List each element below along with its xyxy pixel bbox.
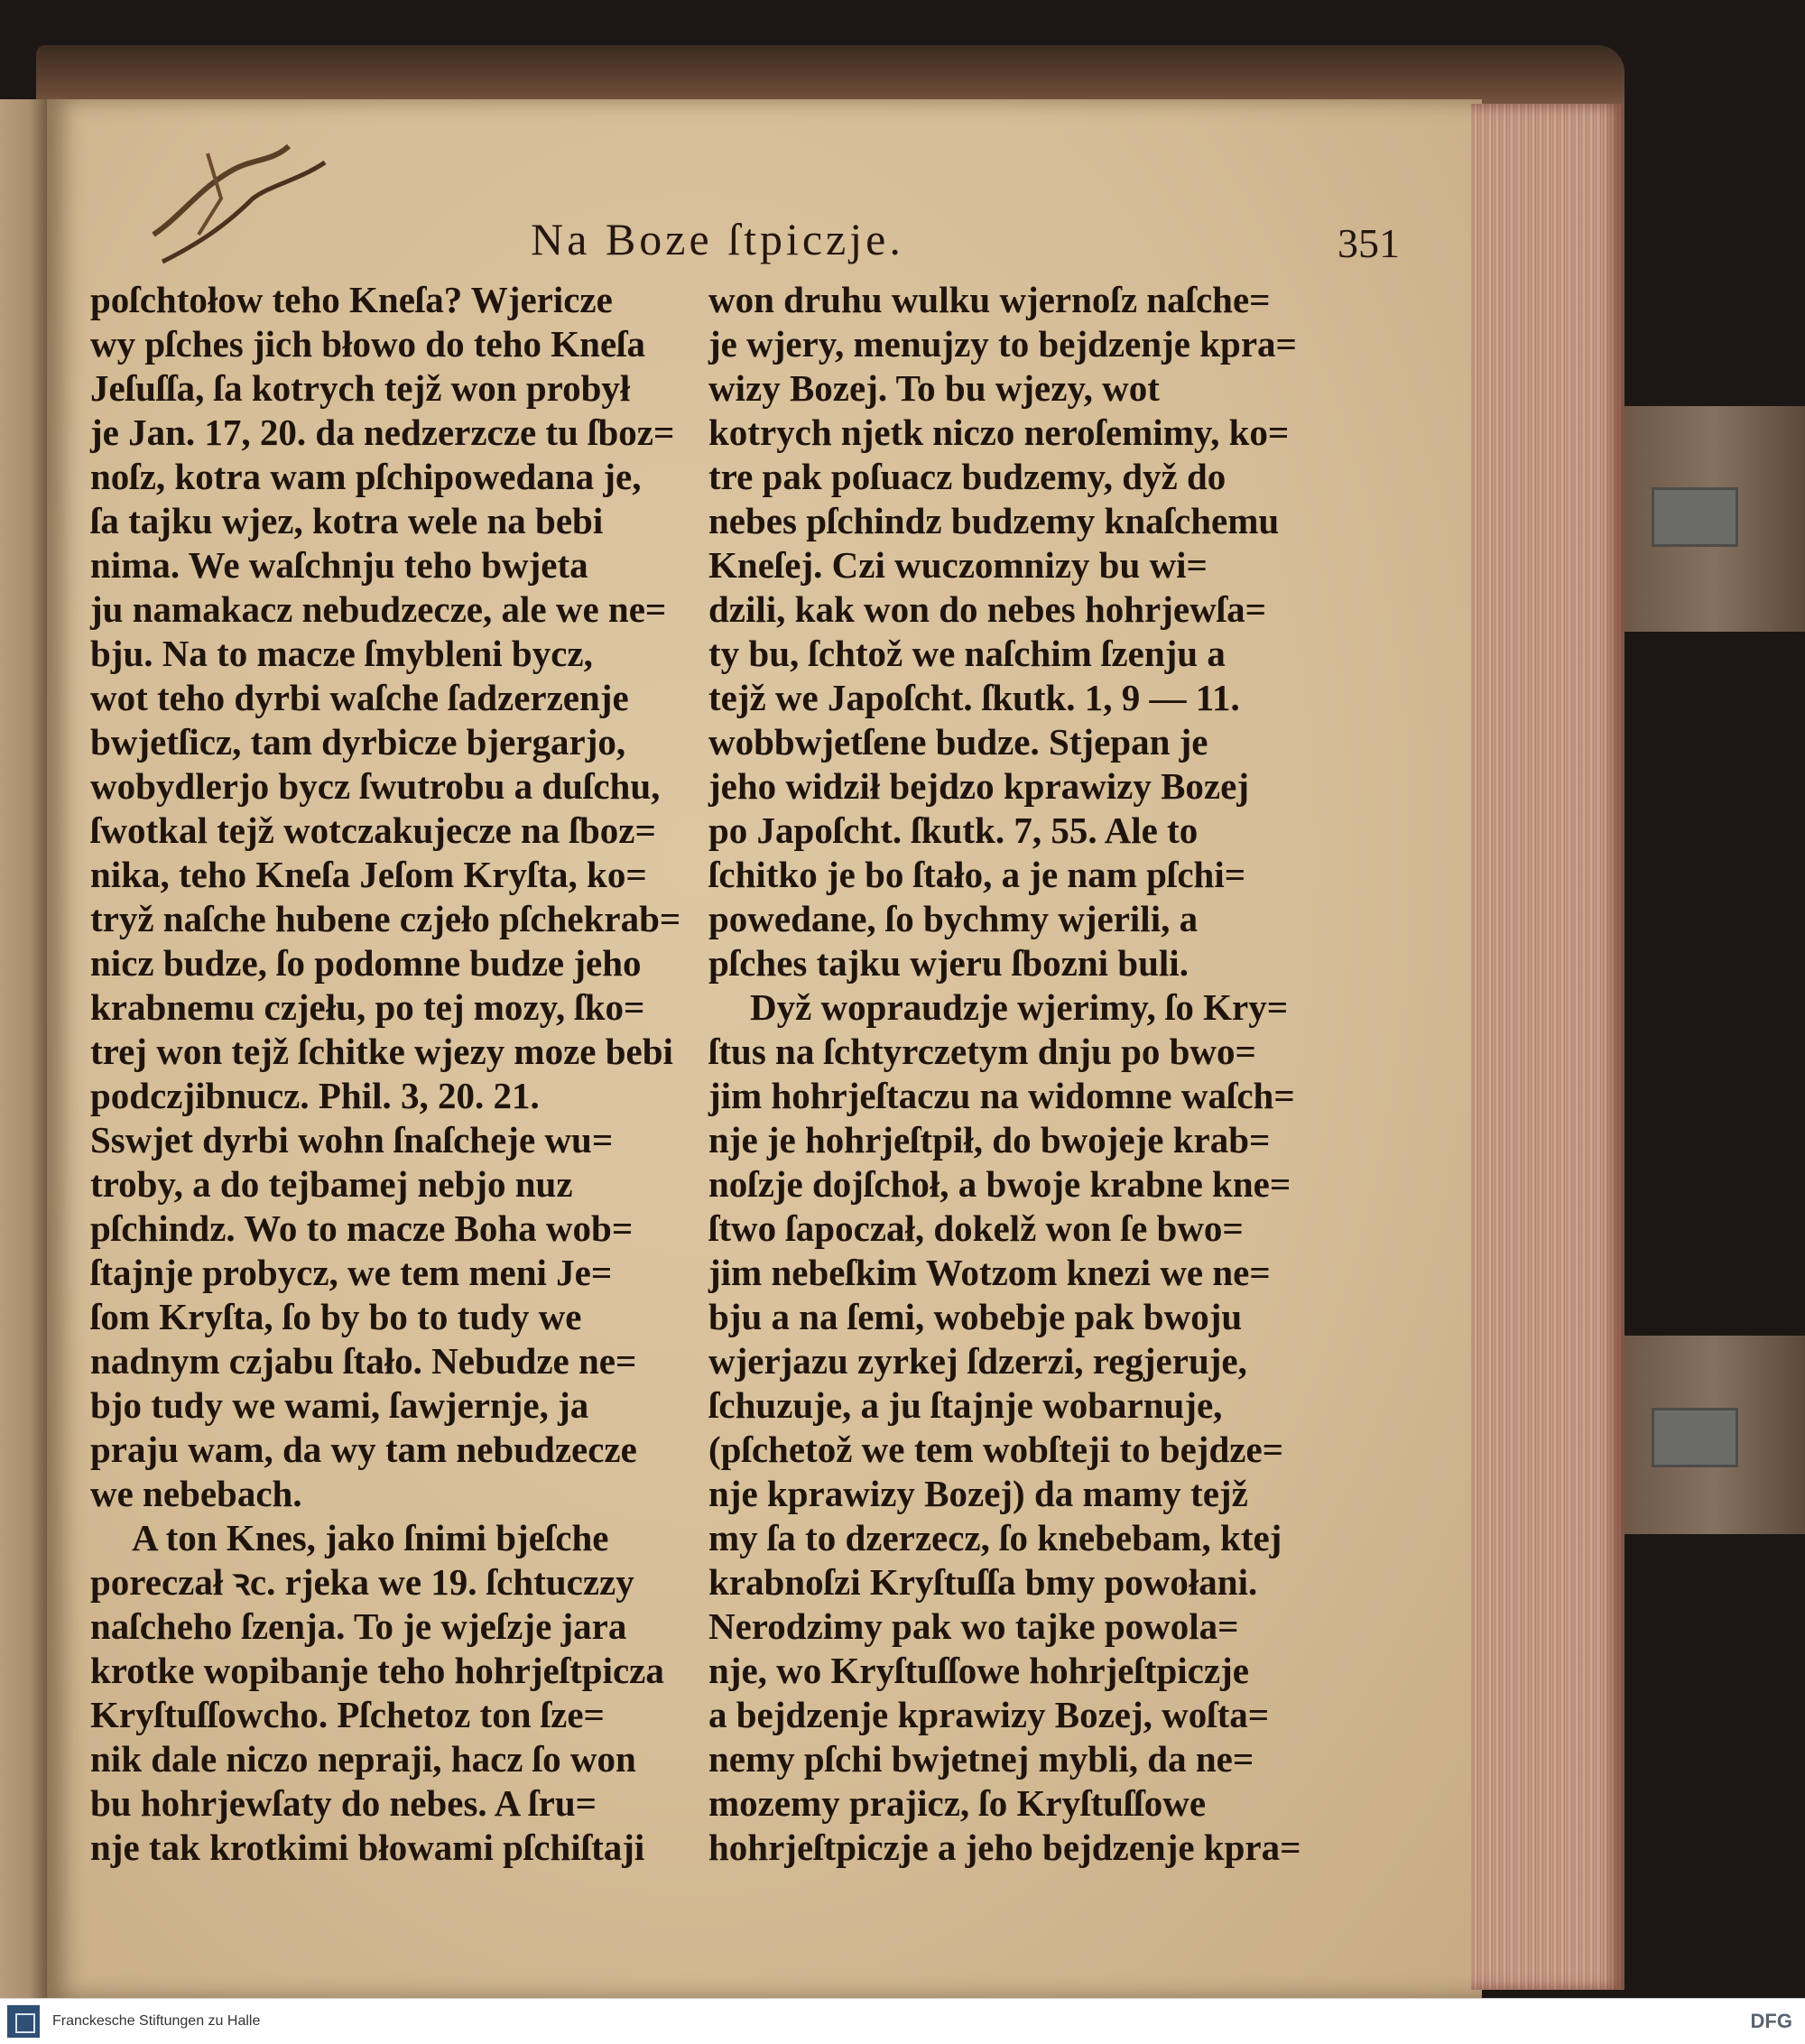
text-line: ſwotkal tejž wotczakujecze na ſboz= (90, 809, 656, 851)
text-line: krabnemu czjełu, po tej mozy, ſko= (90, 986, 645, 1028)
institution-name: Franckesche Stiftungen zu Halle (52, 2013, 261, 2029)
text-line: jim hohrjeſtaczu na widomne waſch= (708, 1075, 1295, 1116)
text-line: je Jan. 17, 20. da nedzerzcze tu ſboz= (90, 412, 675, 453)
text-line: mozemy prajicz, ſo Kryſtuſſowe (708, 1782, 1207, 1824)
text-line: nemy pſchi bwjetnej mybli, da ne= (708, 1738, 1254, 1780)
text-line: Sswjet dyrbi wohn ſnaſcheje wu= (90, 1119, 614, 1161)
text-line: bu hohrjewſaty do nebes. A ſru= (90, 1782, 597, 1824)
text-line: noſz, kotra wam pſchipowedana je, (90, 456, 642, 497)
text-line: wy pſches jich błowo do teho Kneſa (90, 323, 646, 365)
running-head: Na Boze ſtpiczje. (531, 214, 904, 264)
text-line: krotke wopibanje teho hohrjeſtpicza (90, 1650, 664, 1691)
text-line: trej won tejž ſchitke wjezy moze bebi (90, 1031, 673, 1072)
text-line: podczjibnucz. Phil. 3, 20. 21. (90, 1075, 540, 1116)
left-page-edge (0, 99, 54, 1998)
text-line: troby, a do tejbamej nebjo nuz (90, 1163, 573, 1205)
text-line: poreczał ꝛc. rjeka we 19. ſchtuczzy (90, 1561, 634, 1603)
text-line: ſtwo ſapoczał, dokelž won ſe bwo= (708, 1207, 1244, 1249)
book-clasp-bottom (1624, 1336, 1805, 1534)
text-column-right (708, 278, 1322, 1870)
text-line: Kneſej. Czi wuczomnizy bu wi= (708, 544, 1208, 586)
text-line: nebes pſchindz budzemy knaſchemu (708, 500, 1280, 541)
page-number: 351 (1338, 220, 1400, 266)
clasp-plate-icon (1652, 1408, 1738, 1467)
text-line: we nebebach. (90, 1473, 302, 1514)
text-line: ſa tajku wjez, kotra wele na bebi (90, 500, 604, 541)
text-line: nje tak krotkimi błowami pſchiſtaji (90, 1827, 645, 1868)
text-line: Nerodzimy pak wo tajke powola= (708, 1605, 1239, 1647)
text-line: dzili, kak won do nebes hohrjewſa= (708, 588, 1266, 630)
text-line: tre pak poſuacz budzemy, dyž do (708, 456, 1226, 497)
clasp-plate-icon (1652, 487, 1738, 547)
text-line: bwjetſicz, tam dyrbicze bjergarjo, (90, 721, 626, 763)
text-line: poſchtołow teho Kneſa? Wjericze (90, 279, 613, 320)
text-line: ju namakacz nebudzecze, ale we ne= (90, 588, 667, 630)
page-edges (1471, 104, 1624, 1990)
text-line: Dyž wopraudzje wjerimy, ſo Kry= (750, 986, 1289, 1028)
text-line: a bejdzenje kprawizy Bozej, woſta= (708, 1694, 1270, 1735)
text-line: ty bu, ſchtož we naſchim ſzenju a (708, 633, 1226, 674)
viewer-footer (0, 1998, 1805, 2044)
book-clasp-top (1624, 406, 1805, 632)
text-line: pſches tajku wjeru ſbozni buli. (708, 942, 1189, 984)
text-line: nje je hohrjeſtpił, do bwojeje krab= (708, 1119, 1271, 1161)
text-line: ſchitko je bo ſtało, a je nam pſchi= (708, 854, 1246, 895)
text-line: powedane, ſo bychmy wjerili, a (708, 898, 1199, 939)
text-line: naſcheho ſzenja. To je wjeſzje jara (90, 1605, 627, 1647)
text-line: A ton Knes, jako ſnimi bjeſche (132, 1517, 609, 1558)
text-line: po Japoſcht. ſkutk. 7, 55. Ale to (708, 809, 1199, 851)
text-line: nje, wo Kryſtuſſowe hohrjeſtpiczje (708, 1650, 1249, 1691)
text-line: kotrych njetk niczo neroſemimy, ko= (708, 412, 1290, 453)
text-line: (pſchetož we tem wobſteji to bejdze= (708, 1429, 1284, 1470)
text-line: je wjery, menujzy to bejdzenje kpra= (708, 323, 1297, 365)
text-column-left (90, 278, 713, 1870)
text-line: wobydlerjo bycz ſwutrobu a duſchu, (90, 765, 661, 807)
text-line: nicz budze, ſo podomne budze jeho (90, 942, 642, 984)
text-line: wjerjazu zyrkej ſdzerzi, regjeruje, (708, 1340, 1247, 1382)
text-line: nadnym czjabu ſtało. Nebudze ne= (90, 1340, 637, 1382)
text-line: wot teho dyrbi waſche ſadzerzenje (90, 677, 629, 718)
text-line: Jeſuſſa, ſa kotrych tejž won probył (90, 367, 631, 409)
text-line: praju wam, da wy tam nebudzecze (90, 1429, 637, 1470)
text-line: bju a na ſemi, wobebje pak bwoju (708, 1296, 1243, 1337)
text-line: wizy Bozej. To bu wjezy, wot (708, 367, 1160, 409)
text-line: jim nebeſkim Wotzom knezi we ne= (708, 1252, 1271, 1293)
text-line: ſchuzuje, a ju ſtajnje wobarnuje, (708, 1384, 1223, 1426)
text-line: nje kprawizy Bozej) da mamy tejž (708, 1473, 1248, 1514)
text-line: nika, teho Kneſa Jeſom Kryſta, ko= (90, 854, 647, 895)
text-line: my ſa to dzerzecz, ſo knebebam, ktej (708, 1517, 1282, 1558)
text-line: tejž we Japoſcht. ſkutk. 1, 9 — 11. (708, 677, 1240, 718)
text-line: ſom Kryſta, ſo by bo to tudy we (90, 1296, 582, 1337)
text-line: noſzje dojſchoł, a bwoje krabne kne= (708, 1163, 1291, 1205)
text-line: ſtajnje probycz, we tem meni Je= (90, 1252, 613, 1293)
text-line: won druhu wulku wjernoſz naſche= (708, 279, 1271, 320)
text-line: jeho widził bejdzo kprawizy Bozej (708, 765, 1249, 807)
text-line: ſtus na ſchtyrczetym dnju po bwo= (708, 1031, 1256, 1072)
text-line: krabnoſzi Kryſtuſſa bmy powołani. (708, 1561, 1258, 1603)
text-line: bju. Na to macze ſmybleni bycz, (90, 633, 593, 674)
text-line: bjo tudy we wami, ſawjernje, ja (90, 1384, 589, 1426)
text-line: nik dale niczo nepraji, hacz ſo won (90, 1738, 636, 1780)
text-line: Kryſtuſſowcho. Pſchetoz ton ſze= (90, 1694, 605, 1735)
dfg-logo[interactable]: DFG (1750, 2010, 1792, 2032)
text-line: hohrjeſtpiczje a jeho bejdzenje kpra= (708, 1827, 1301, 1868)
institution-logo-icon[interactable] (7, 2005, 40, 2038)
text-line: pſchindz. Wo to macze Boha wob= (90, 1207, 634, 1249)
text-line: wobbwjetſene budze. Stjepan je (708, 721, 1208, 763)
text-line: nima. We waſchnju teho bwjeta (90, 544, 588, 586)
text-line: tryž naſche hubene czjeło pſchekrab= (90, 898, 681, 939)
